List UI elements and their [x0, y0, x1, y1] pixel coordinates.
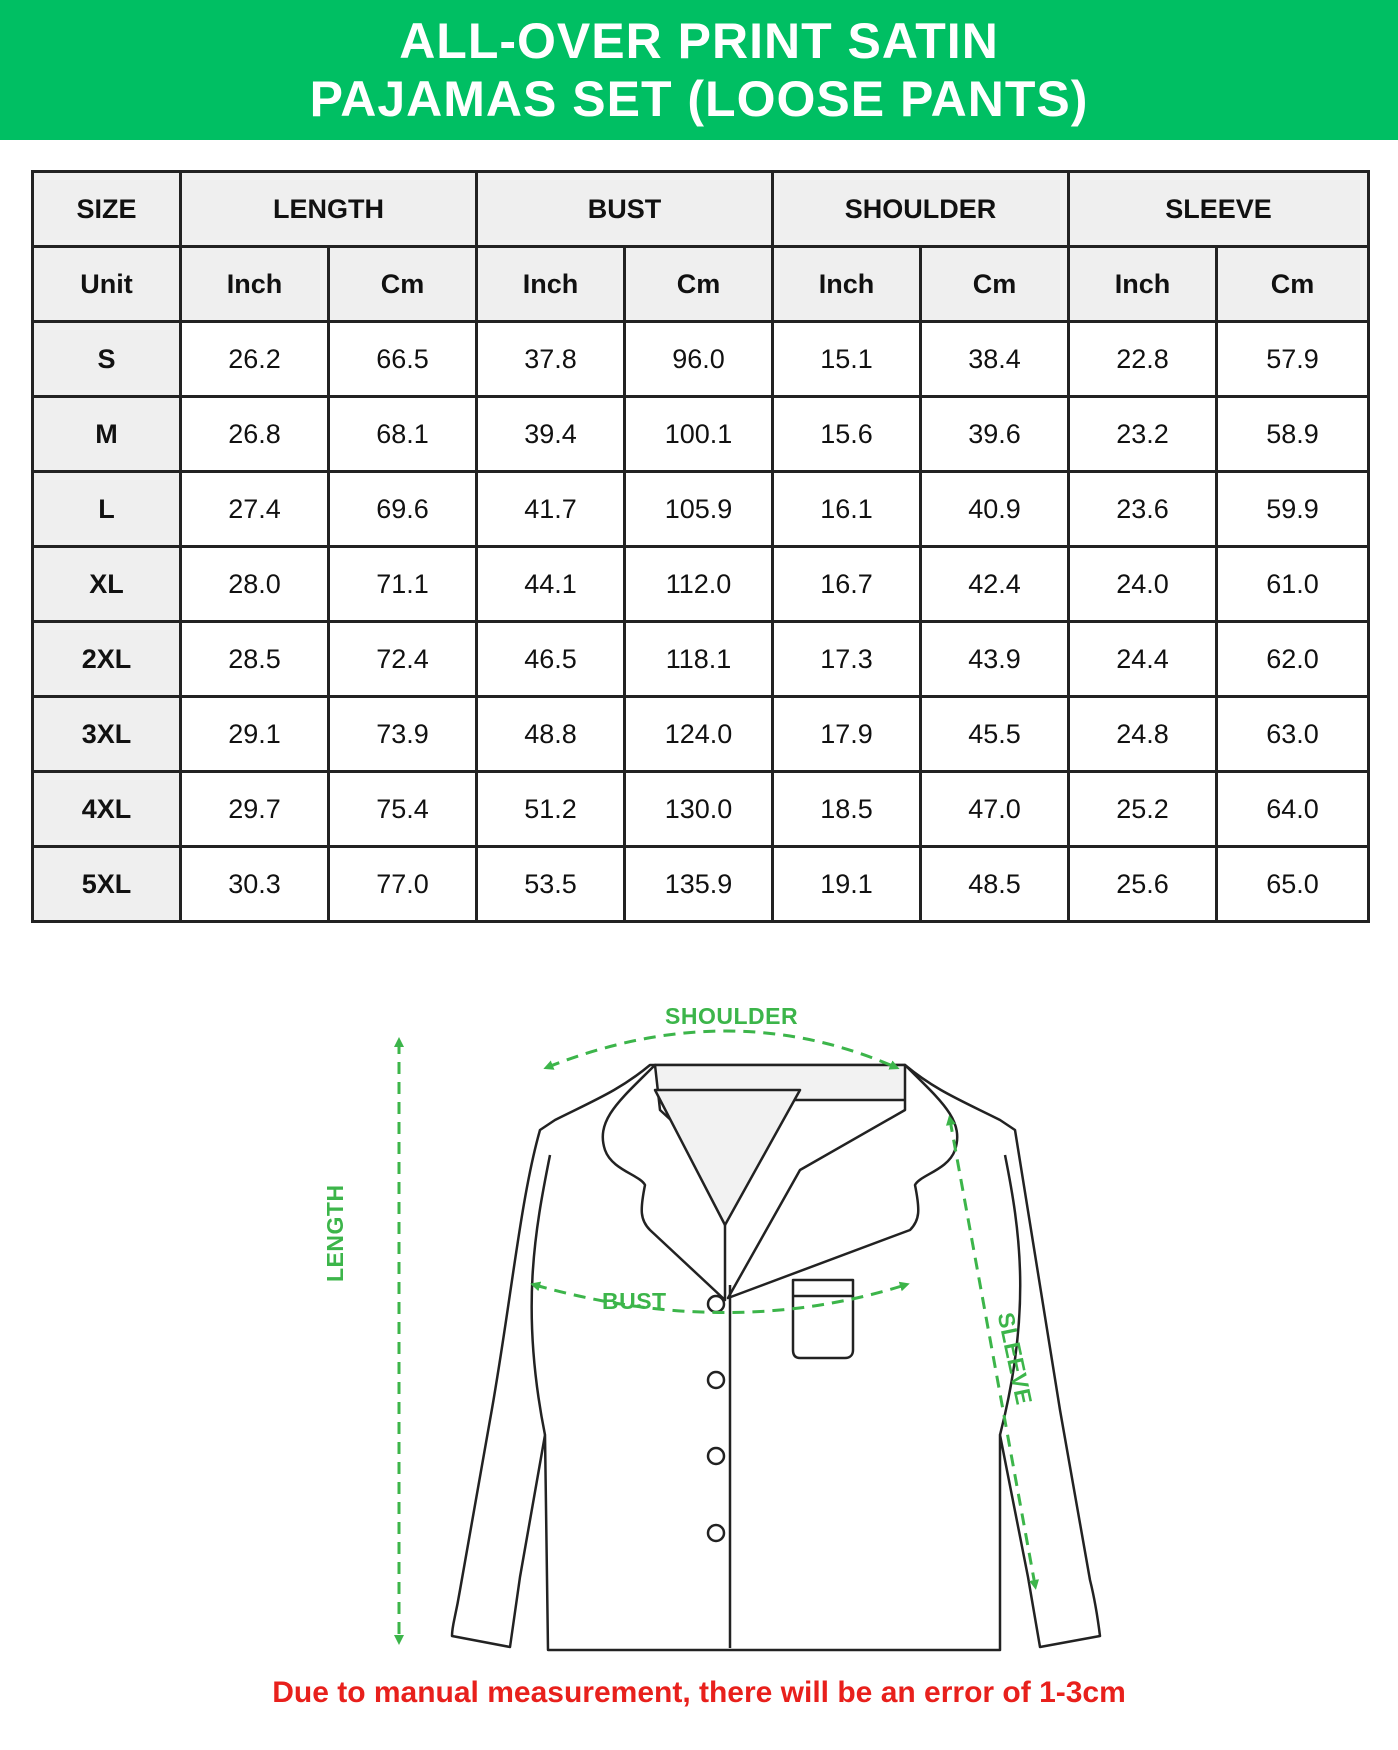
- table-header-row: [33, 172, 1369, 247]
- measurement-cell: 51.2: [477, 772, 625, 847]
- measurement-cell: 64.0: [1217, 772, 1369, 847]
- measurement-cell: 118.1: [625, 622, 773, 697]
- measurement-cell: 44.1: [477, 547, 625, 622]
- unit-cell: Inch: [1069, 247, 1217, 322]
- header-bust: BUST: [477, 172, 773, 247]
- table-row: [33, 622, 1369, 697]
- size-cell: 2XL: [33, 622, 181, 697]
- bust-label: BUST: [602, 1288, 667, 1314]
- unit-label: Unit: [33, 247, 181, 322]
- measurement-cell: 48.5: [921, 847, 1069, 922]
- header-size: SIZE: [33, 172, 181, 247]
- measurement-cell: 28.5: [181, 622, 329, 697]
- table-row: [33, 472, 1369, 547]
- measurement-cell: 39.6: [921, 397, 1069, 472]
- measurement-cell: 130.0: [625, 772, 773, 847]
- measurement-diagram: [0, 980, 1398, 1680]
- measurement-cell: 17.3: [773, 622, 921, 697]
- measurement-cell: 105.9: [625, 472, 773, 547]
- measurement-cell: 72.4: [329, 622, 477, 697]
- measurement-cell: 41.7: [477, 472, 625, 547]
- measurement-cell: 16.7: [773, 547, 921, 622]
- title-line-2: PAJAMAS SET (LOOSE PANTS): [309, 71, 1089, 127]
- table-row: [33, 322, 1369, 397]
- measurement-cell: 43.9: [921, 622, 1069, 697]
- measurement-cell: 100.1: [625, 397, 773, 472]
- measurement-cell: 23.2: [1069, 397, 1217, 472]
- measurement-cell: 25.6: [1069, 847, 1217, 922]
- table-unit-row: [33, 247, 1369, 322]
- measurement-cell: 23.6: [1069, 472, 1217, 547]
- measurement-cell: 29.7: [181, 772, 329, 847]
- measurement-cell: 75.4: [329, 772, 477, 847]
- measurement-cell: 59.9: [1217, 472, 1369, 547]
- size-cell: XL: [33, 547, 181, 622]
- measurement-cell: 63.0: [1217, 697, 1369, 772]
- measurement-cell: 124.0: [625, 697, 773, 772]
- measurement-cell: 26.2: [181, 322, 329, 397]
- measurement-cell: 19.1: [773, 847, 921, 922]
- measurement-cell: 24.4: [1069, 622, 1217, 697]
- size-chart-table: [31, 170, 1370, 923]
- size-cell: S: [33, 322, 181, 397]
- measurement-cell: 18.5: [773, 772, 921, 847]
- title-line-1: ALL-OVER PRINT SATIN: [399, 13, 999, 69]
- measurement-cell: 22.8: [1069, 322, 1217, 397]
- measurement-cell: 15.6: [773, 397, 921, 472]
- measurement-cell: 28.0: [181, 547, 329, 622]
- unit-cell: Cm: [1217, 247, 1369, 322]
- measurement-cell: 71.1: [329, 547, 477, 622]
- table-row: [33, 847, 1369, 922]
- measurement-cell: 45.5: [921, 697, 1069, 772]
- unit-cell: Inch: [773, 247, 921, 322]
- table-row: [33, 772, 1369, 847]
- size-cell: 4XL: [33, 772, 181, 847]
- header-shoulder: SHOULDER: [773, 172, 1069, 247]
- table-row: [33, 547, 1369, 622]
- length-label: LENGTH: [322, 1184, 348, 1282]
- measurement-cell: 46.5: [477, 622, 625, 697]
- measurement-cell: 66.5: [329, 322, 477, 397]
- measurement-cell: 47.0: [921, 772, 1069, 847]
- pajama-shirt-icon: [0, 980, 1398, 1680]
- shoulder-label: SHOULDER: [665, 1003, 799, 1029]
- measurement-cell: 61.0: [1217, 547, 1369, 622]
- table-row: [33, 397, 1369, 472]
- measurement-cell: 29.1: [181, 697, 329, 772]
- measurement-cell: 15.1: [773, 322, 921, 397]
- measurement-cell: 53.5: [477, 847, 625, 922]
- measurement-cell: 73.9: [329, 697, 477, 772]
- measurement-cell: 65.0: [1217, 847, 1369, 922]
- header-sleeve: SLEEVE: [1069, 172, 1369, 247]
- size-cell: 3XL: [33, 697, 181, 772]
- measurement-cell: 135.9: [625, 847, 773, 922]
- size-cell: 5XL: [33, 847, 181, 922]
- unit-cell: Inch: [181, 247, 329, 322]
- unit-cell: Inch: [477, 247, 625, 322]
- measurement-cell: 24.0: [1069, 547, 1217, 622]
- unit-cell: Cm: [921, 247, 1069, 322]
- table-row: [33, 697, 1369, 772]
- unit-cell: Cm: [329, 247, 477, 322]
- measurement-cell: 25.2: [1069, 772, 1217, 847]
- measurement-cell: 57.9: [1217, 322, 1369, 397]
- title-banner: [0, 0, 1398, 140]
- header-length: LENGTH: [181, 172, 477, 247]
- measurement-cell: 58.9: [1217, 397, 1369, 472]
- measurement-error-note: Due to manual measurement, there will be an error of 1-3cm: [272, 1676, 1126, 1709]
- measurement-cell: 69.6: [329, 472, 477, 547]
- measurement-cell: 26.8: [181, 397, 329, 472]
- measurement-cell: 68.1: [329, 397, 477, 472]
- measurement-cell: 62.0: [1217, 622, 1369, 697]
- measurement-cell: 37.8: [477, 322, 625, 397]
- unit-cell: Cm: [625, 247, 773, 322]
- size-cell: L: [33, 472, 181, 547]
- measurement-cell: 24.8: [1069, 697, 1217, 772]
- measurement-cell: 39.4: [477, 397, 625, 472]
- measurement-cell: 42.4: [921, 547, 1069, 622]
- measurement-cell: 40.9: [921, 472, 1069, 547]
- measurement-cell: 38.4: [921, 322, 1069, 397]
- measurement-cell: 17.9: [773, 697, 921, 772]
- measurement-cell: 16.1: [773, 472, 921, 547]
- measurement-cell: 112.0: [625, 547, 773, 622]
- sleeve-label: SLEEVE: [992, 1310, 1038, 1408]
- measurement-cell: 48.8: [477, 697, 625, 772]
- measurement-cell: 77.0: [329, 847, 477, 922]
- size-cell: M: [33, 397, 181, 472]
- measurement-cell: 27.4: [181, 472, 329, 547]
- measurement-cell: 30.3: [181, 847, 329, 922]
- measurement-cell: 96.0: [625, 322, 773, 397]
